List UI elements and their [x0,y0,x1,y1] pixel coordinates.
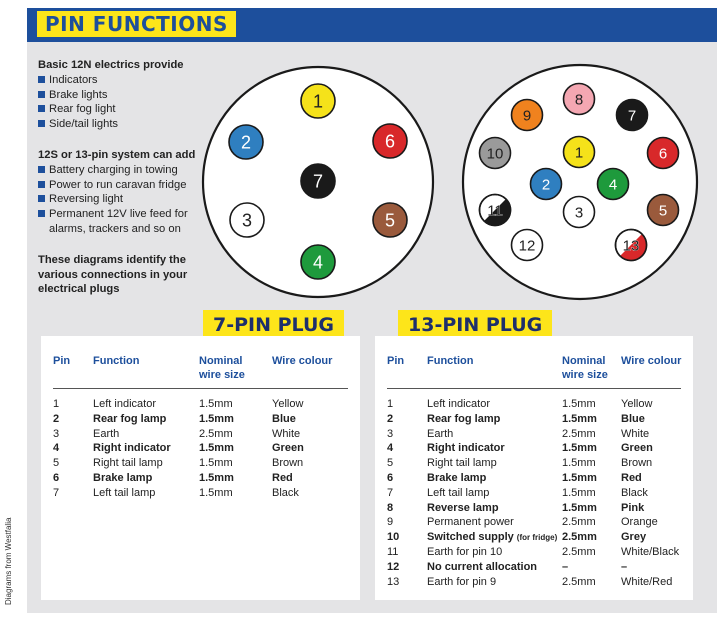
page-title: PIN FUNCTIONS [37,11,236,37]
table-row [375,546,693,561]
pin-number: 10 [486,145,504,163]
cell-function: Left tail lamp [427,486,490,499]
pin-9-marker [512,100,543,131]
pin-5-marker [648,195,679,226]
cell-size: 2.5mm [562,531,597,544]
list-item: Power to run caravan fridge [38,178,208,193]
cell-colour: Black [621,486,648,499]
cell-function: Earth for pin 10 [427,546,503,558]
table-row [41,487,360,502]
header-rule [53,388,348,389]
cell-colour: Brown [272,457,304,470]
table-row [375,472,693,487]
cell-size: – [562,560,569,573]
pin-number: 6 [384,131,396,152]
col-function: Function [427,355,474,367]
cell-colour: Yellow [272,398,304,410]
table-row [375,561,693,576]
cell-function: Left tail lamp [93,486,156,499]
cell-pin: 10 [387,531,400,544]
list-item: Permanent 12V live feed for alarms, trackers and so on [38,207,208,237]
cell-size: 1.5mm [199,412,234,425]
cell-pin: 1 [53,398,60,410]
cell-colour: Green [621,442,653,455]
cell-function: Right tail lamp [93,457,163,470]
cell-size: 1.5mm [562,412,597,425]
cell-pin: 12 [387,560,400,573]
cell-function: Earth for pin 9 [427,575,497,588]
col-colour: Wire colour [272,355,333,367]
pin-number: 6 [658,145,668,163]
table-row [375,442,693,457]
plug7-diagram [203,67,433,297]
cell-pin: 13 [387,575,400,588]
cell-function: Right indicator [93,442,171,455]
cell-size: 1.5mm [562,398,596,410]
pin-number: 4 [312,252,324,273]
cell-function: Reverse lamp [427,501,499,514]
cell-pin: 2 [387,412,394,425]
pin-10-marker [480,138,511,169]
cell-size: 1.5mm [562,501,597,514]
pin-6-marker [373,124,407,158]
cell-colour: Orange [621,516,658,529]
pin-number: 1 [312,91,324,112]
cell-colour: Red [272,472,293,484]
pin-4-marker [598,169,629,200]
cell-size: 1.5mm [562,472,597,484]
cell-function: Left indicator [93,398,156,410]
cell-pin: 1 [387,398,394,410]
header-rule [387,388,681,389]
pin-number: 4 [608,176,618,194]
col-size: Nominal wire size [562,355,608,381]
table-row [41,442,360,457]
cell-size: 1.5mm [562,442,597,455]
cell-size: 2.5mm [562,575,596,588]
table-row [41,428,360,443]
cell-size: 1.5mm [562,457,596,470]
cell-colour: Pink [621,501,645,514]
pin-number: 3 [241,210,253,231]
cell-size: 1.5mm [199,457,233,470]
col-size: Nominal wire size [199,355,245,381]
pin-2-marker [229,125,263,159]
pin-5-marker [373,203,407,237]
table-row [41,398,360,413]
cell-pin: 11 [387,546,399,558]
cell-pin: 3 [387,427,394,440]
cell-colour: White/Black [621,546,680,558]
plug13-table [375,336,693,600]
cell-colour: – [621,560,628,573]
cell-function: Rear fog lamp [427,412,501,425]
cell-pin: 6 [387,472,394,484]
cell-function: Right tail lamp [427,457,497,470]
cell-size: 1.5mm [562,486,596,499]
pin-number: 5 [384,210,396,231]
pin-3-marker [564,197,595,228]
cell-size: 1.5mm [199,442,234,455]
col-function: Function [93,355,140,367]
cell-pin: 4 [53,442,60,455]
pin-1-marker [301,84,335,118]
cell-size: 1.5mm [199,398,233,410]
table-row [375,502,693,517]
col-colour: Wire colour [621,355,682,367]
pin-7-marker [301,164,335,198]
pin-number: 7 [627,107,637,125]
table-row [375,413,693,428]
cell-colour: Grey [621,531,647,544]
col-pin: Pin [53,355,71,367]
pin-number: 2 [240,132,252,153]
pin-number: 3 [574,204,584,222]
diagram-note: These diagrams identify the various connections in your electrical plugs [38,253,188,296]
list-item: Rear fog light [38,102,208,117]
cell-function: Brake lamp [93,472,153,484]
cell-pin: 4 [387,442,394,455]
pin-8-marker [564,84,595,115]
cell-pin: 7 [53,486,60,499]
cell-colour: White [621,427,650,440]
pin-7-marker [617,100,648,131]
cell-pin: 7 [387,486,394,499]
list-item: Side/tail lights [38,117,208,132]
pin-number: 12 [518,237,536,255]
cell-function: Permanent power [427,516,514,529]
table-row [41,472,360,487]
basic-heading: Basic 12N electrics provide [38,59,184,71]
cell-colour: White [272,427,301,440]
cell-size: 1.5mm [199,472,234,484]
cell-pin: 9 [387,516,394,529]
extra-heading: 12S or 13-pin system can add [38,148,196,161]
cell-size: 2.5mm [562,427,596,440]
pin-6-marker [648,138,679,169]
cell-pin: 8 [387,501,394,514]
pin-4-marker [301,245,335,279]
pin-number: 1 [574,144,584,162]
cell-colour: Brown [621,457,653,470]
cell-colour: Yellow [621,398,653,410]
cell-pin: 6 [53,472,60,484]
pin-1-marker [564,137,595,168]
cell-size: 2.5mm [562,546,596,558]
cell-colour: Red [621,472,642,484]
cell-function: No current allocation [427,560,538,573]
plug7-label: 7-PIN PLUG [203,310,344,340]
table-row [41,457,360,472]
pin-number: 11 [487,202,503,220]
col-pin: Pin [387,355,405,367]
cell-note: (for fridge) [516,533,558,543]
list-item: Reversing light [38,192,208,207]
plug7-table [41,336,360,600]
cell-pin: 5 [53,457,60,470]
cell-function: Earth [427,427,454,440]
cell-function: Switched supply (for fridge) [427,531,558,544]
list-item: Indicators [38,73,208,88]
table-row [375,428,693,443]
cell-function: Rear fog lamp [93,412,167,425]
cell-colour: Blue [621,412,645,425]
pin-number: 7 [312,171,324,192]
plug13-diagram [463,65,697,299]
cell-pin: 2 [53,412,60,425]
cell-colour: Green [272,442,304,455]
pin-11-marker [480,195,511,226]
table-row [375,516,693,531]
list-item: Battery charging in towing [38,163,208,178]
table-row [375,531,693,546]
pin-13-marker [616,230,647,261]
plug13-label: 13-PIN PLUG [398,310,552,340]
cell-colour: Blue [272,412,296,425]
pin-12-marker [512,230,543,261]
pin-3-marker [230,203,264,237]
table-row [375,487,693,502]
pin-number: 13 [622,237,640,255]
image-credit: Diagrams from Westfalia [4,517,13,605]
cell-colour: White/Red [621,575,673,588]
pin-2-marker [531,169,562,200]
pin-number: 8 [574,91,584,109]
cell-colour: Black [272,486,299,499]
cell-function: Right indicator [427,442,505,455]
table-row [375,576,693,591]
pin-number: 5 [658,202,668,220]
pin-number: 2 [541,176,551,194]
table-row [375,457,693,472]
cell-pin: 5 [387,457,394,470]
cell-pin: 3 [53,427,60,440]
cell-size: 2.5mm [199,427,233,440]
pin-number: 9 [522,107,532,125]
cell-size: 1.5mm [199,486,233,499]
cell-function: Brake lamp [427,472,487,484]
cell-function: Earth [93,427,120,440]
cell-function: Left indicator [427,398,490,410]
cell-size: 2.5mm [562,516,596,529]
table-row [41,413,360,428]
list-item: Brake lights [38,88,208,103]
table-row [375,398,693,413]
